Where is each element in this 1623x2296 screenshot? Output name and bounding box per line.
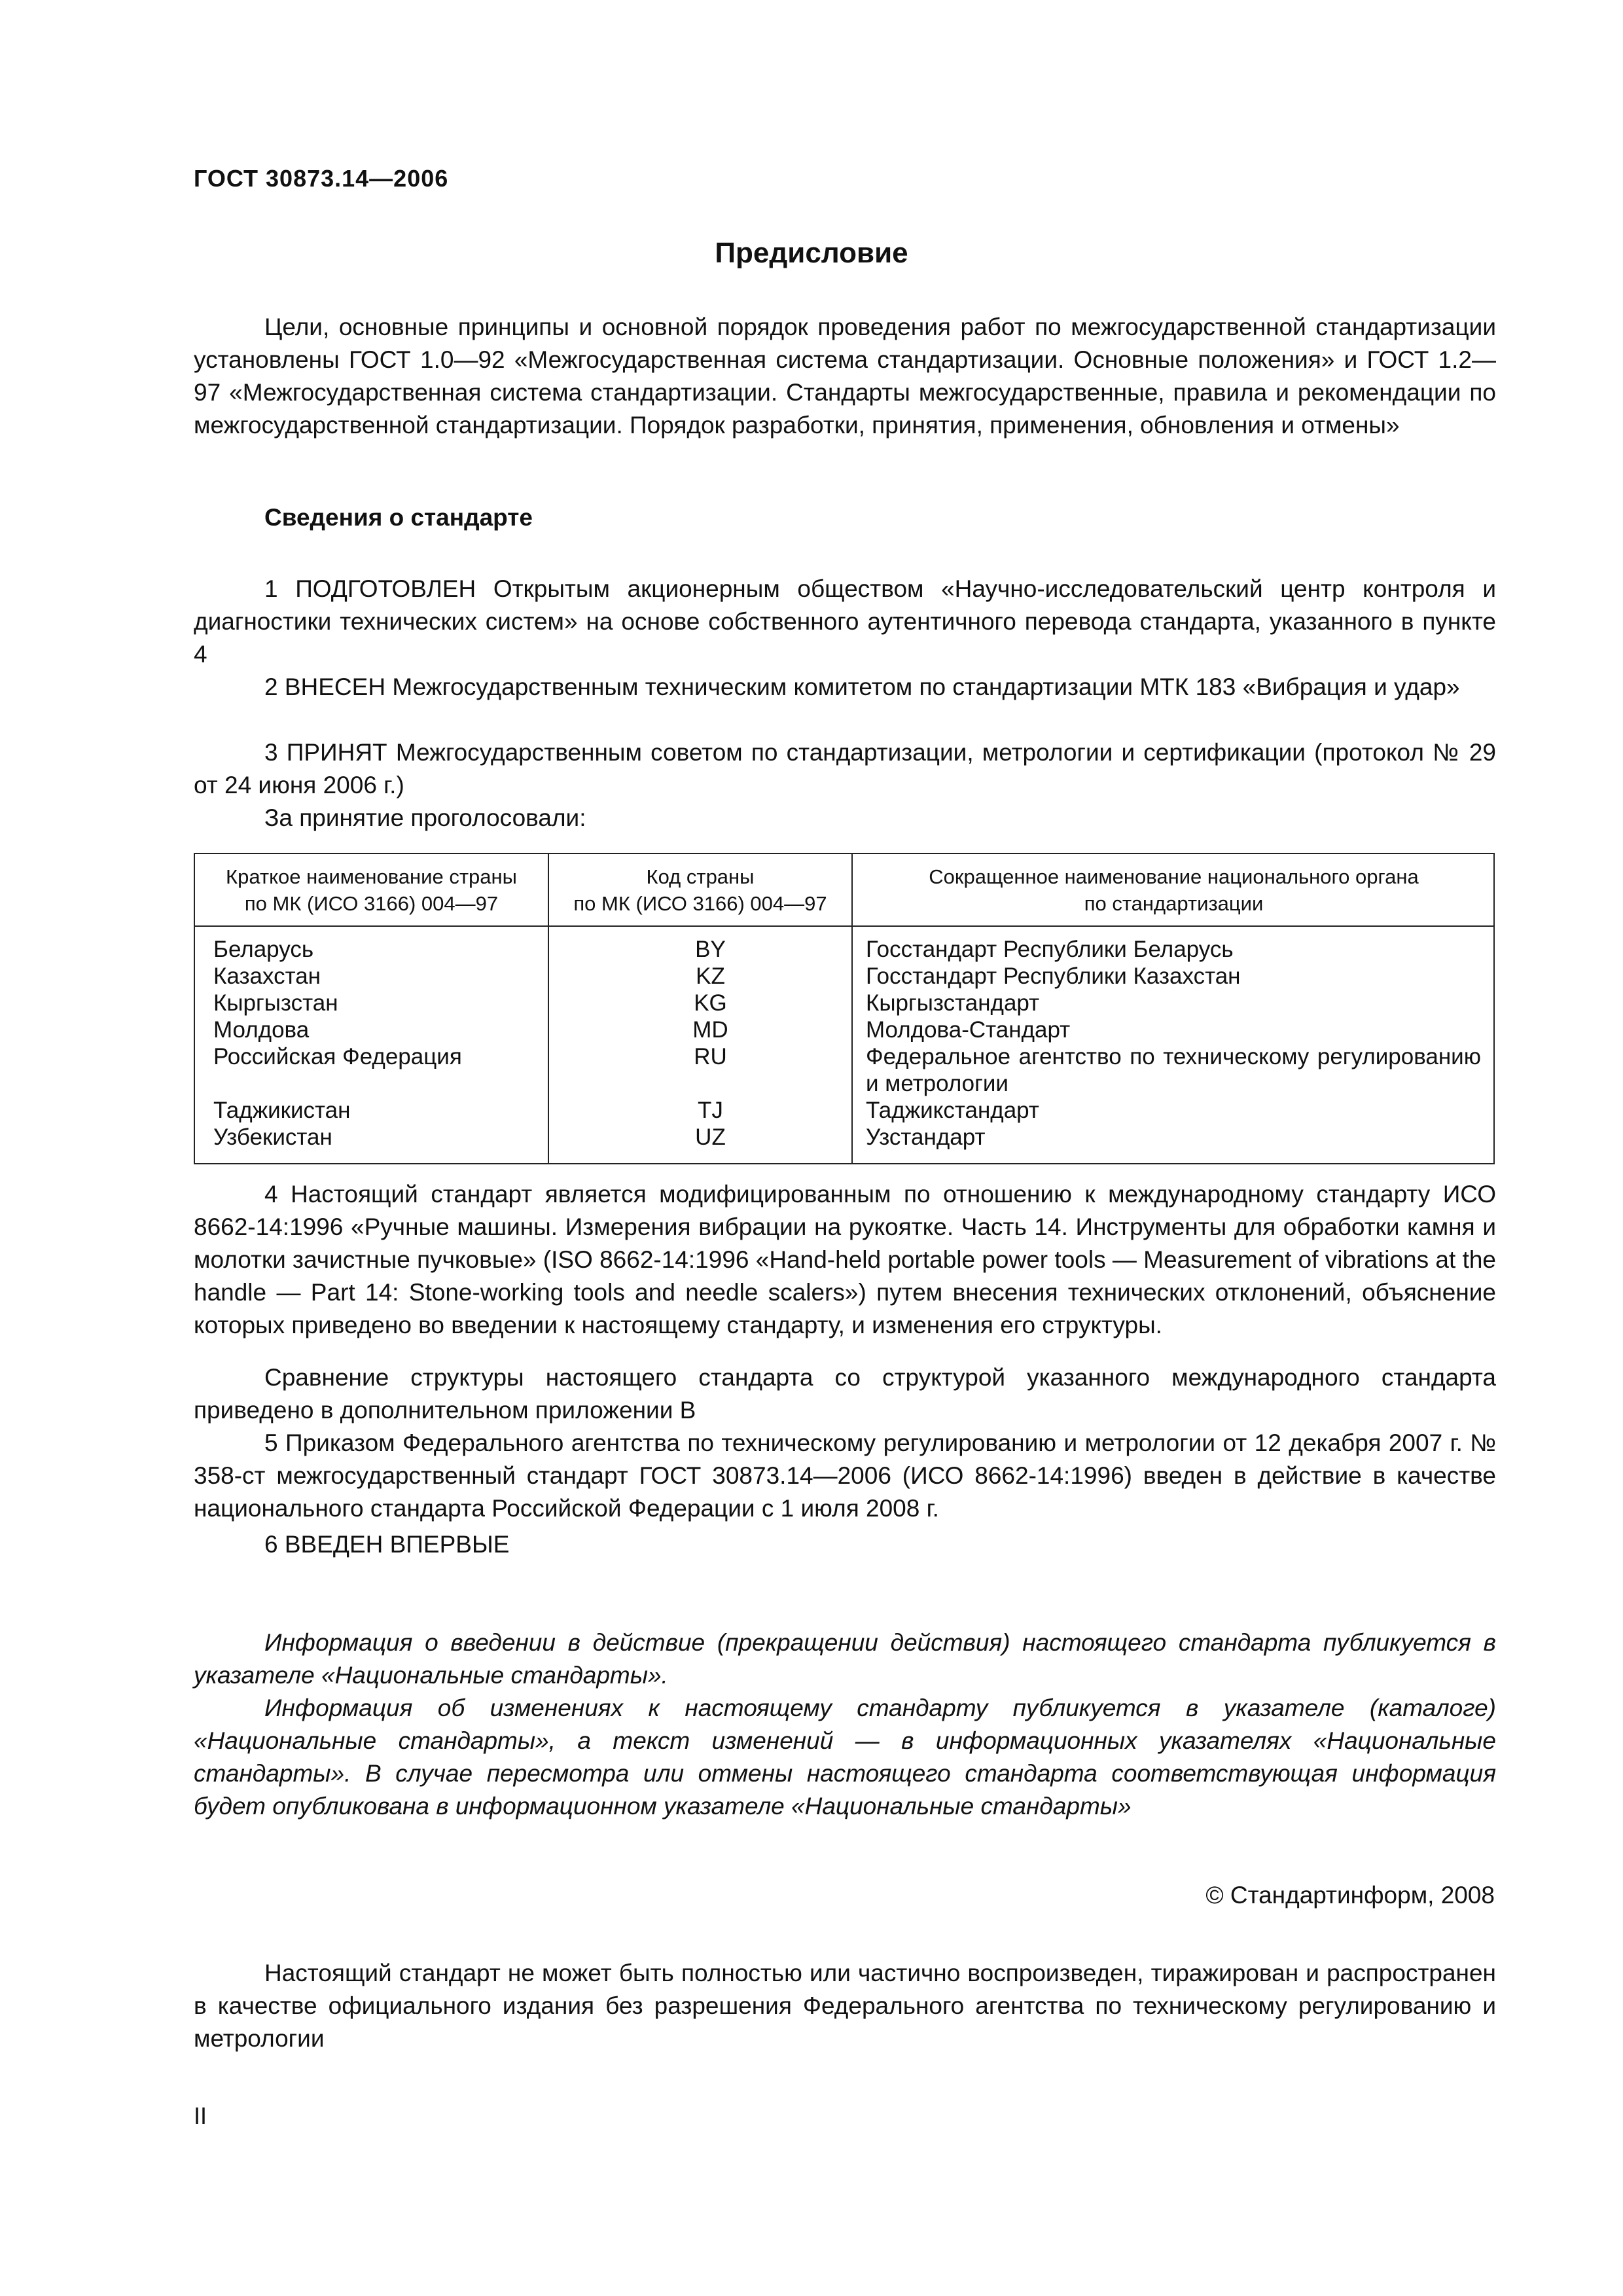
country-name: Казахстан xyxy=(213,963,321,989)
country-name: Таджикистан xyxy=(213,1098,351,1123)
notice-paragraph-1: Информация о введении в действие (прекращении действия) настоящего стандарта публикуется в указателе «Национальные стандарты». xyxy=(194,1629,1496,1689)
country-code: RU xyxy=(694,1044,727,1069)
vote-intro: За принятие проголосовали: xyxy=(264,804,586,831)
item-6: 6 ВВЕДЕН ВПЕРВЫЕ xyxy=(264,1531,510,1558)
legal-notice: Настоящий стандарт не может быть полностью или частично воспроизведен, тиражирован и распространен в качестве официального издания без разрешения Федерального агентства по техническому регулированию и метрологии xyxy=(194,1960,1496,2052)
table-header-code: Код страны по МК (ИСО 3166) 004—97 xyxy=(573,865,827,915)
vote-table xyxy=(194,853,1495,1164)
table-header-country: Краткое наименование страны по МК (ИСО 3166) 004—97 xyxy=(226,865,517,915)
item-1: 1 ПОДГОТОВЛЕН Открытым акционерным обществом «Научно-исследовательский центр контроля и диагностики технических систем» на основе собственного аутентичного перевода стандарта, указанного в пункте 4 xyxy=(194,575,1496,668)
country-name: Российская Федерация xyxy=(213,1044,462,1069)
national-body: Таджикстандарт xyxy=(866,1098,1039,1123)
country-code: UZ xyxy=(695,1124,726,1150)
document-code: ГОСТ 30873.14—2006 xyxy=(194,165,449,192)
page-number: II xyxy=(194,2102,207,2129)
national-body: Госстандарт Республики Беларусь xyxy=(866,937,1234,962)
country-code: BY xyxy=(695,937,726,962)
intro-paragraph: Цели, основные принципы и основной порядок проведения работ по межгосударственной стандартизации установлены ГОСТ 1.0—92 «Межгосударственная система стандартизации. Основные положения» и ГОСТ 1.2—97 «Межгосударственная система стандартизации. Стандарты межгосударственные, правила и рекомендации по межгосударственной стандартизации. Порядок разработки, принятия, применения, обновления и отмены» xyxy=(194,314,1496,439)
country-name: Молдова xyxy=(213,1017,310,1043)
country-code: TJ xyxy=(698,1098,723,1123)
table-header-body: Сокращенное наименование национального органа по стандартизации xyxy=(929,865,1419,915)
country-code: KG xyxy=(694,990,727,1016)
item-5: 5 Приказом Федерального агентства по техническому регулированию и метрологии от 12 декабря 2007 г. № 358-ст межгосударственный стандарт ГОСТ 30873.14—2006 (ИСО 8662-14:1996) введен в действие в качестве национального стандарта Российской Федерации с 1 июля 2008 г. xyxy=(194,1429,1496,1522)
header-divider xyxy=(195,925,1493,927)
national-body: Узстандарт xyxy=(866,1124,986,1150)
country-name: Узбекистан xyxy=(213,1124,332,1150)
national-body: Госстандарт Республики Казахстан xyxy=(866,963,1241,989)
item-4-note: Сравнение структуры настоящего стандарта со структурой указанного международного стандарта приведено в дополнительном приложении В xyxy=(194,1364,1496,1424)
item-4: 4 Настоящий стандарт является модифицированным по отношению к международному стандарту ИСО 8662-14:1996 «Ручные машины. Измерения вибрации на рукоятке. Часть 14. Инструменты для обработки камня и молотки зачистные пучковые» (ISO 8662-14:1996 «Hand-held portable power tools — Measurement of vibrations at the handle — Part 14: Stone-working tools and needle scalers») путем внесения технических отклонений, объяснение которых приведено во введении к настоящему стандарту, и изменения его структуры. xyxy=(194,1181,1496,1338)
section-heading: Сведения о стандарте xyxy=(264,504,533,531)
item-3: 3 ПРИНЯТ Межгосударственным советом по стандартизации, метрологии и сертификации (протокол № 29 от 24 июня 2006 г.) xyxy=(194,739,1496,798)
national-body: Молдова-Стандарт xyxy=(866,1017,1071,1043)
copyright: © Стандартинформ, 2008 xyxy=(1205,1882,1495,1909)
country-code: KZ xyxy=(696,963,725,989)
national-body: Кыргызстандарт xyxy=(866,990,1040,1016)
country-name: Кыргызстан xyxy=(213,990,338,1016)
country-name: Беларусь xyxy=(213,937,314,962)
national-body: Федеральное агентство по техническому регулированию и метрологии xyxy=(866,1044,1481,1096)
notice-paragraph-2: Информация об изменениях к настоящему стандарту публикуется в указателе (каталоге) «Национальные стандарты», а текст изменений — в информационных указателях «Национальные стандарты». В случае пересмотра или отмены настоящего стандарта соответствующая информация будет опубликована в информационном указателе «Национальные стандарты» xyxy=(194,1695,1496,1820)
country-code: MD xyxy=(692,1017,728,1043)
page-title: Предисловие xyxy=(715,237,908,269)
item-2: 2 ВНЕСЕН Межгосударственным техническим комитетом по стандартизации МТК 183 «Вибрация и удар» xyxy=(264,673,1460,700)
